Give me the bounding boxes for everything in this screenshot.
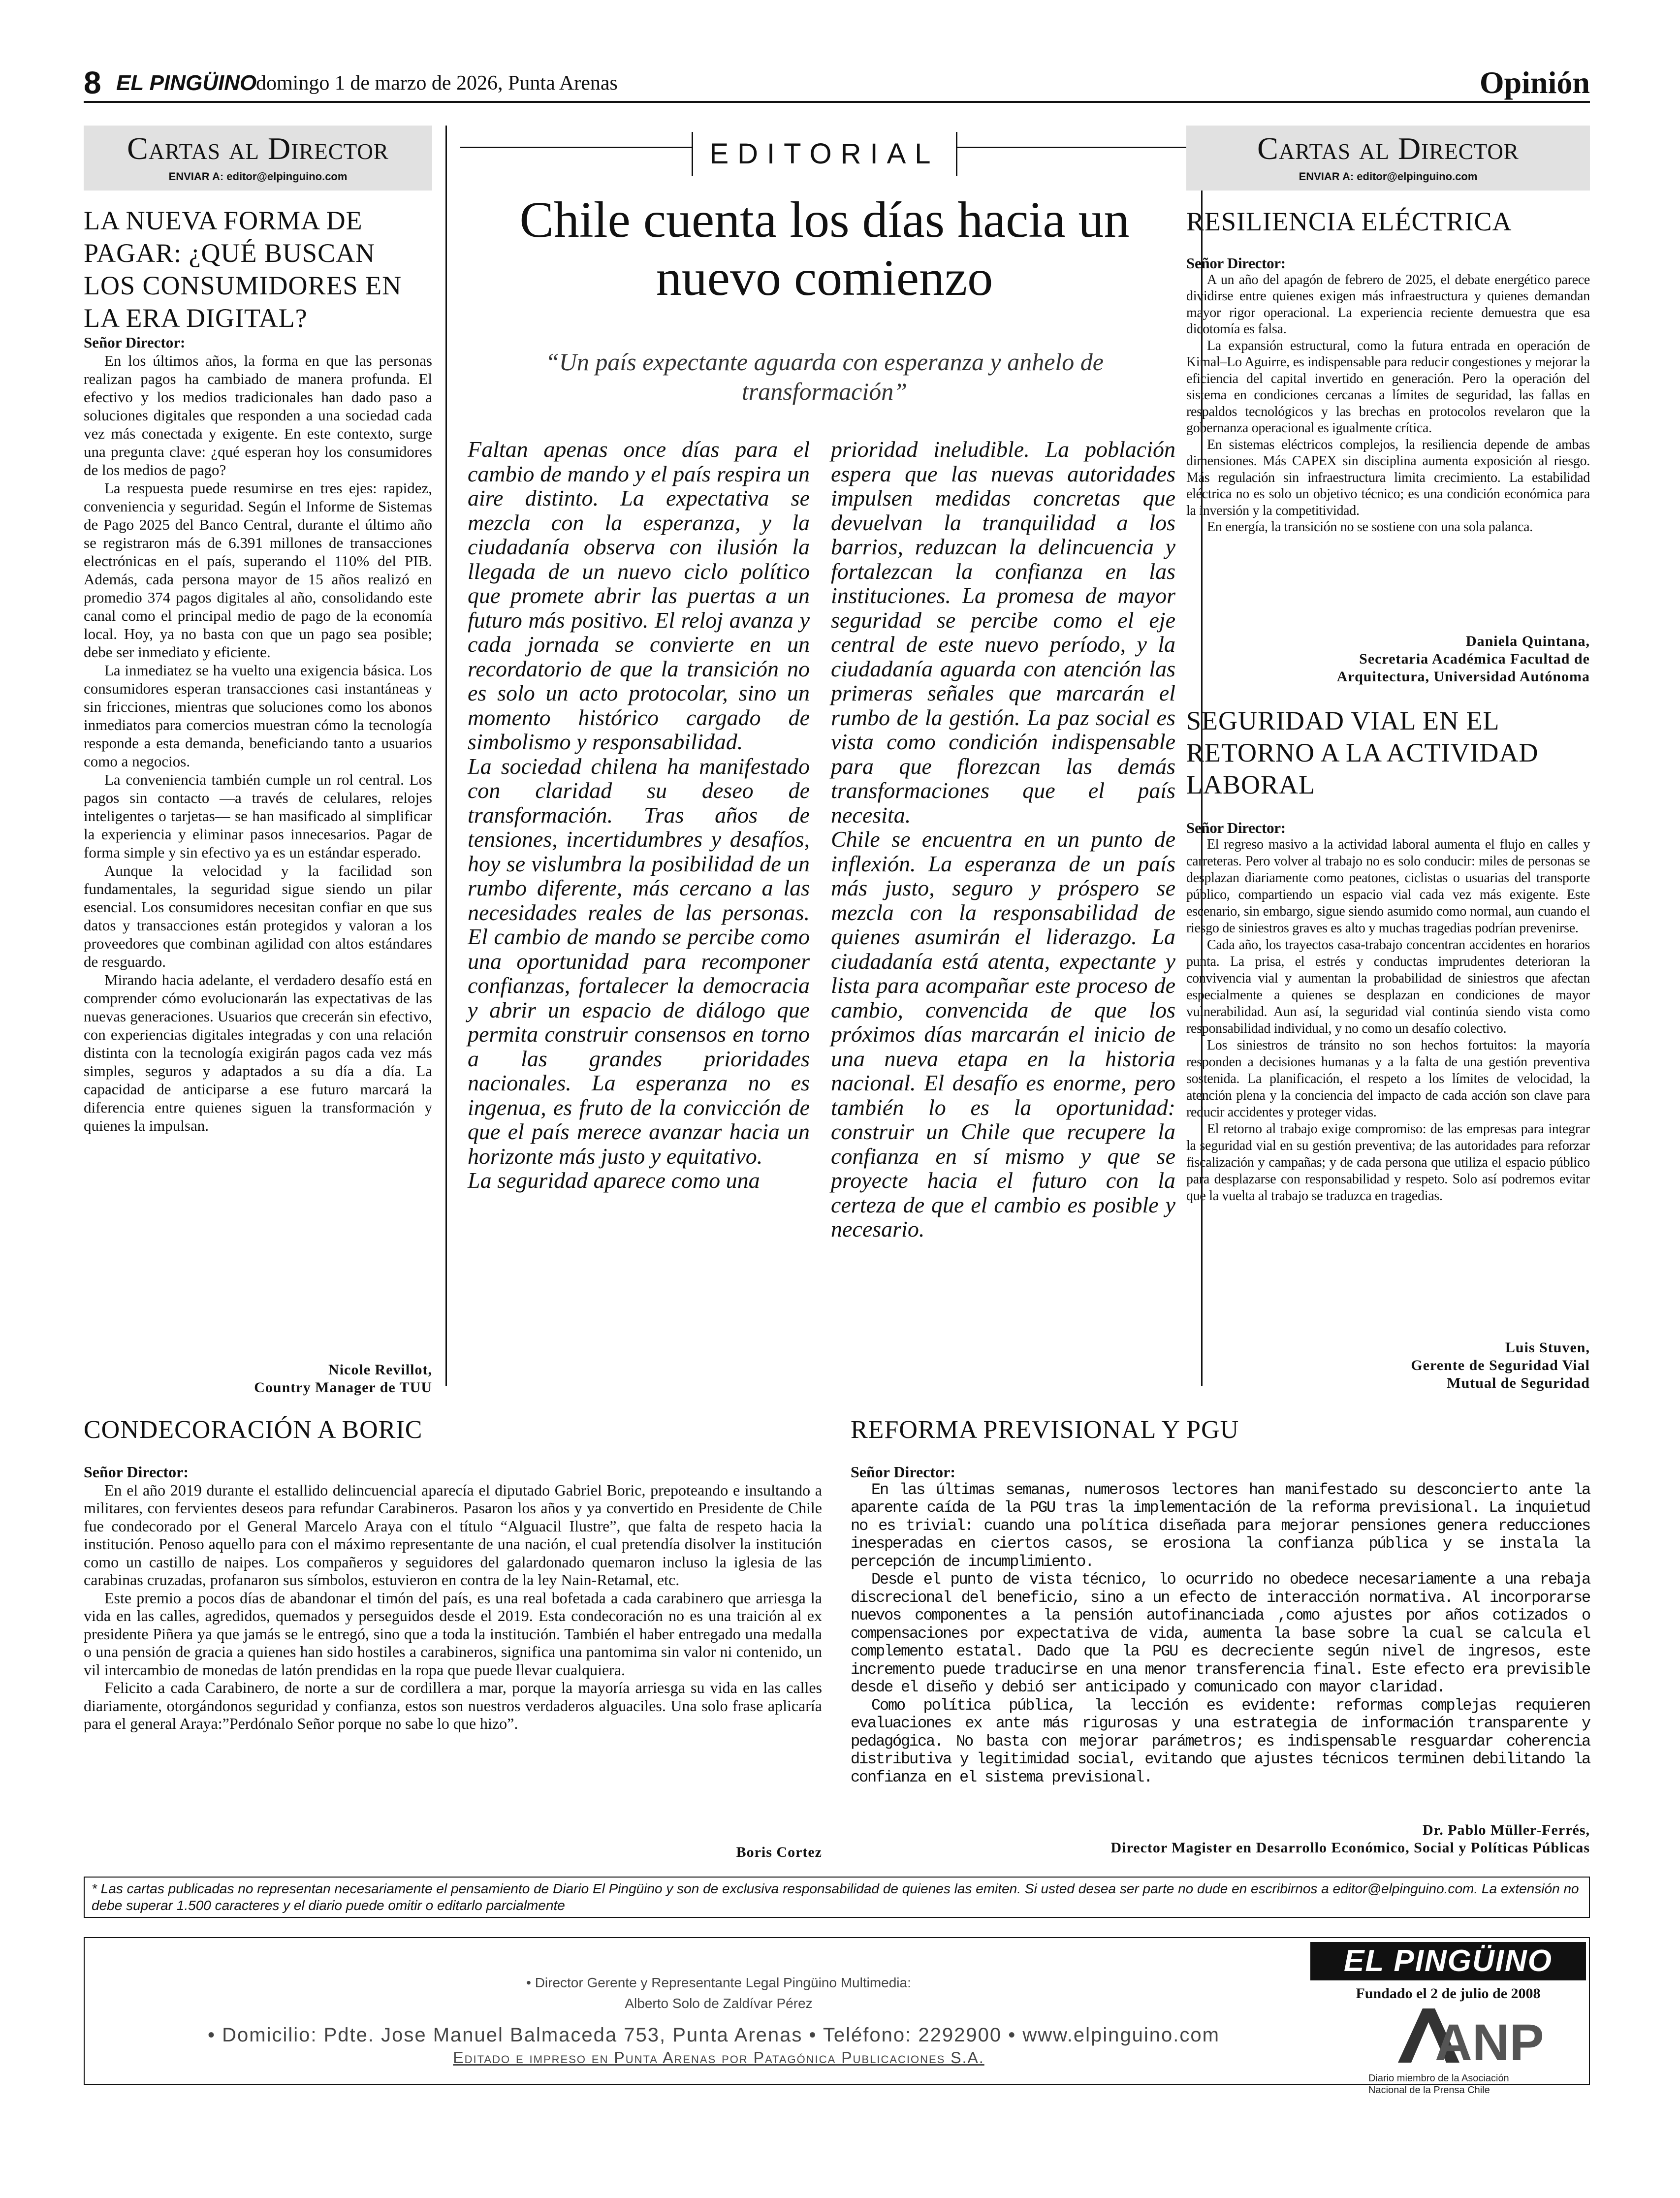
disclaimer: * Las cartas publicadas no representan necesariamente el pensamiento de Diario El Pingüino y son de exclusiva responsabilidad de quienes las emiten. Si usted desea ser parte no dude en escribirnos a editor@elpinguino.com. La extensión no debe superar 1.500 caracteres y el diario puede omitir o editarlo parcialmente: [84, 1877, 1590, 1918]
letter1-body: [84, 333, 432, 1135]
letter4-author: Boris Cortez: [736, 1844, 822, 1860]
letter4-body: [84, 1463, 822, 1733]
letter2-paragraph: A un año del apagón de febrero de 2025, el debate energético parece dividirse entre quienes exigen más infraestructura y quienes demandan mayor rigor operacional. La experiencia reciente demuestra que esa dicotomía es falsa.: [1186, 272, 1590, 337]
letter4-paragraph: Felicito a cada Carabinero, de norte a sur de cordillera a mar, porque la mayoría arriesga su vida en las calles diariamente, otorgándonos seguridad y confianza, estos son nuestros verdaderos alguaciles. Una solo frase aplicaría para el general Araya:”Perdónalo Señor porque no sabe lo que hizo”.: [84, 1679, 822, 1732]
letter2-title: RESILIENCIA ELÉCTRICA: [1186, 207, 1512, 236]
anp-logo-icon: [1388, 2004, 1544, 2071]
editorial-subtitle: “Un país expectante aguarda con esperanza y anhelo de transformación”: [545, 348, 1104, 405]
letters-box-email[interactable]: ENVIAR A: editor@elpinguino.com: [1299, 170, 1478, 183]
letter4-paragraph: En el año 2019 durante el estallido delincuencial aparecía el diputado Gabriel Boric, prepoteando e insultando a militares, con fervientes deseos para refundar Carabineros. Pasaron los años y ya convertido en Presidente de Chile fue condecorado por el General Marcelo Araya con el título “Alguacil Ilustre”, que falta de respeto hacia la institución. Penoso aquello para con el máximo representante de una nación, el cual pretendía disolver la institución como un castillo de naipes. Los compañeros y seguidores del galardonado quemaron incluso la iglesia de las carabinas cruzadas, profanaron sus símbolos, estuvieron en contra de la ley Nain-Retamal, etc.: [84, 1481, 822, 1589]
letter4-title: CONDECORACIÓN A BORIC: [84, 1416, 423, 1444]
anp-caption: [1368, 2072, 1546, 2096]
editorial-rule-left: [460, 147, 692, 148]
letter5-author: Dr. Pablo Müller-Ferrés,: [1422, 1822, 1590, 1838]
editorial-label-box: [460, 132, 1189, 181]
letter3-paragraph: El retorno al trabajo exige compromiso: de las empresas para integrar la seguridad vial en su gestión preventiva; de las autoridades para reforzar fiscalización y campañas; y de cada persona que utiliza el espacio público para desplazarse con responsabilidad y respeto. Solo así podremos evitar que la vuelta al trabajo se traduzca en tragedias.: [1186, 1121, 1590, 1204]
letter2-body: [1186, 255, 1590, 536]
letter5-body: [851, 1463, 1590, 1786]
letter2-paragraph: En sistemas eléctricos complejos, la resiliencia depende de ambas dimensiones. Más CAPEX sin disciplina aumenta exposición al riesgo. Más regulación sin infraestructura limita crecimiento. La estabilidad eléctrica no es solo un objetivo técnico; es una condición económica para la inversión y la competitividad.: [1186, 437, 1590, 518]
editorial-paragraph: prioridad ineludible. La población espera que las nuevas autoridades impulsen medidas concretas que devuelvan la tranquilidad a los barrios, reduzcan la delincuencia y fortalezcan la confianza en las instituciones. La promesa de mayor seguridad se percibe como el eje central de este nuevo período, y la ciudadanía aguarda con atención las primeras señales que marcarán el rumbo de la gestión. La paz social es vista como condición indispensable para que florezcan las demás transformaciones que el país necesita.: [831, 437, 1175, 828]
letter1-author: Nicole Revillot,: [328, 1362, 432, 1378]
letter1-title: LA NUEVA FORMA DE PAGAR: ¿QUÉ BUSCAN LOS CONSUMIDORES EN LA ERA DIGITAL?: [84, 206, 402, 333]
editorial-paragraph: La sociedad chilena ha manifestado con claridad su deseo de transformación. Tras años de tensiones, incertidumbres y desafíos, hoy se vislumbra la posibilidad de un rumbo diferente, más cercano a las necesidades reales de las personas. El cambio de mando se percibe como una oportunidad para recomponer confianzas, fortalecer la democracia y abrir un espacio de diálogo que permita construir consensos en torno a las grandes prioridades nacionales. La esperanza no es ingenua, es fruto de la convicción de que el país merece avanzar hacia un horizonte más justo y equitativo.: [468, 753, 810, 1169]
letter2-paragraph: En energía, la transición no se sostiene con una sola palanca.: [1207, 519, 1533, 535]
letters-box-title: Cartas al Director: [1257, 131, 1519, 166]
page-header: [84, 63, 1590, 102]
letter2-paragraph: La expansión estructural, como la futura entrada en operación de Kimal–Lo Aguirre, es indispensable para reducir congestiones y mejorar la eficiencia del capital invertido en generación. Pero la operación del sistema en condiciones cercanas a límites de seguridad, las fallas en respaldos tecnológicos y las brechas en protocolos revelaron que la gobernanza operacional es igualmente crítica.: [1186, 338, 1590, 436]
letter5-paragraph: Desde el punto de vista técnico, lo ocurrido no obedece necesariamente a una rebaja discrecional del beneficio, sino a un efecto de interacción normativa. Al incorporarse nuevos componentes a la pensión autofinanciada ,como ajustes por años cotizados o compensaciones por expectativa de vida, aumenta la base sobre la cual se calcula el complemento estatal. Dado que la PGU es decreciente según nivel de ingresos, este incremento puede traducirse en una menor transferencia final. Este efecto era previsible desde el diseño y debió ser anticipado y comunicado con mayor claridad.: [851, 1570, 1590, 1696]
letter4-salutation: Señor Director:: [84, 1463, 189, 1481]
letter3-paragraph: El regreso masivo a la actividad laboral aumenta el flujo en calles y carreteras. Pero volver al trabajo no es solo conducir: miles de personas se desplazan diariamente como peatones, ciclistas o usuarias del transporte público, compartiendo un espacio vial cada vez más exigente. Este escenario, sin embargo, sigue siendo asumido como normal, aun cuando el riesgo de siniestros graves es alto y muchas tragedias podrían prevenirse.: [1186, 837, 1590, 936]
letter5-title: REFORMA PREVISIONAL Y PGU: [851, 1416, 1239, 1444]
letter4-paragraph: Este premio a pocos días de abandonar el timón del país, es una real bofetada a cada carabinero que arriesga la vida en las calles, agredidos, quemados y perseguidos desde el 2019. Esta condecoración no es una traición al ex presidente Piñera ya que jamás se le entregó, sino que a toda la institución. También el haber entregado una medalla o una pensión de gracia a quienes han sido hostiles a carabineros, significa una pantomima sin valor ni contenido, un vil intercambio de monedas de latón prendidas en la ropa que puede llevar cualquiera.: [84, 1589, 822, 1679]
anp-caption-line: Nacional de la Prensa Chile: [1368, 2085, 1490, 2096]
footer-address: • Domicilio: Pdte. Jose Manuel Balmaceda 753, Punta Arenas • Teléfono: 2292900 • www.elpinguino.com: [208, 2024, 1220, 2046]
letter3-paragraph: Cada año, los trayectos casa-trabajo concentran accidentes en horarios punta. La prisa, el estrés y conductas imprudentes deterioran la convivencia vial y aumentan la probabilidad de siniestros que afectan especialmente a quienes se desplazan en condiciones de mayor vulnerabilidad. Aun así, la seguridad vial continúa siendo vista como responsabilidad individual, y no como un desafío colectivo.: [1186, 937, 1590, 1036]
footer-director: • Director Gerente y Representante Legal Pingüino Multimedia:: [526, 1975, 911, 1990]
editorial-paragraph: Faltan apenas once días para el cambio de mando y el país respira un aire distinto. La expectativa se mezcla con la esperanza, y la ciudadanía observa con ilusión la llegada de un nuevo ciclo político que promete abrir las puertas a un futuro más positivo. El reloj avanza y cada jornada se convierte en un recordatorio de que la transición no es solo un acto protocolar, sino un momento histórico cargado de simbolismo y responsabilidad.: [468, 437, 810, 754]
letter1-paragraph: La conveniencia también cumple un rol central. Los pagos sin contacto —a través de celulares, relojes inteligentes o tarjetas— se han masificado al simplificar la experiencia y eliminar pasos innecesarios. Pagar de forma simple y sin efectivo ya es un estándar esperado.: [84, 771, 432, 861]
letter1-salutation: Señor Director:: [84, 334, 186, 351]
page-number: 8: [84, 65, 101, 100]
column-divider: [445, 126, 447, 1386]
footer-logo: EL PINGÜINO: [1310, 1942, 1586, 1980]
editorial-paragraph: La seguridad aparece como una: [468, 1168, 760, 1193]
letter1-role: Country Manager de TUU: [254, 1379, 432, 1396]
letter3-title: SEGURIDAD VIAL EN EL RETORNO A LA ACTIVIDAD LABORAL: [1186, 706, 1539, 799]
anp-logo-text: ANP: [1435, 2014, 1544, 2071]
letter3-role: Gerente de Seguridad Vial: [1411, 1357, 1590, 1373]
letter2-salutation: Señor Director:: [1186, 255, 1286, 272]
editorial-title: Chile cuenta los días hacia un nuevo comienzo: [519, 191, 1130, 306]
letter2-author: Daniela Quintana,: [1465, 633, 1590, 649]
editorial-label: EDITORIAL: [709, 138, 940, 170]
letter5-salutation: Señor Director:: [851, 1463, 955, 1481]
letter3-signature: [1186, 1339, 1590, 1392]
section-title: Opinión: [1479, 65, 1590, 100]
letter5-role: Director Magister en Desarrollo Económico, Social y Políticas Públicas: [1110, 1840, 1590, 1856]
letter1-paragraph: Mirando hacia adelante, el verdadero desafío está en comprender cómo evolucionarán las expectativas de las nuevas generaciones. Usuarios que crecerán sin efectivo, con experiencias digitales integradas y con una relación distinta con la tecnología exigirán pagos cada vez más simples, seguros y adaptados a su día a día. La capacidad de anticiparse a ese futuro marcará la diferencia entre quienes siguen la transformación y quienes la impulsan.: [84, 971, 432, 1134]
letter4-signature: [84, 1844, 822, 1861]
letter1-paragraph: La inmediatez se ha vuelto una exigencia básica. Los consumidores esperan transacciones casi instantáneas y sin fricciones, mientras que soluciones como los abonos inmediatos para comercios muestran cómo la tecnología responde a esta demanda, beneficiando tanto a usuarios como a negocios.: [84, 662, 432, 770]
letter5-paragraph: En las últimas semanas, numerosos lectores han manifestado su desconcierto ante la aparente caída de la PGU tras la implementación de la reforma previsional. La inquietud no es trivial: cuando una política diseñada para mejorar pensiones genera reducciones inesperadas en ciertos casos, se erosiona la confianza pública y se instala la percepción de incumplimiento.: [851, 1480, 1590, 1571]
letter2-signature: [1186, 633, 1590, 686]
header-date: domingo 1 de marzo de 2026, Punta Arenas: [256, 72, 618, 95]
letters-box-email[interactable]: ENVIAR A: editor@elpinguino.com: [168, 170, 348, 183]
letter5-paragraph: Como política pública, la lección es evidente: reformas complejas requieren evaluaciones ex ante más rigurosas y una estrategia de información transparente y pedagógica. No basta con mejorar parámetros; es indispensable resguardar coherencia distributiva y legitimidad social, evitando que ajustes técnicos terminen debilitando la confianza en el sistema previsional.: [851, 1696, 1590, 1786]
editorial-paragraph: Chile se encuentra en un punto de inflexión. La esperanza de un país más justo, seguro y próspero se mezcla con la responsabilidad de quienes asumirán el liderazgo. La ciudadanía está atenta, expectante y lista para acompañar este proceso de cambio, convencida de que los próximos días marcarán el inicio de una nueva etapa en la historia nacional. El desafío es enorme, pero también lo es la oportunidad: construir un Chile que recupere la confianza en sí mismo y que se proyecte hacia el futuro con la certeza de que el cambio es posible y necesario.: [831, 827, 1175, 1242]
letter3-paragraph: Los siniestros de tránsito no son hechos fortuitos: la mayoría responden a decisiones humanas y a la falta de una gestión preventiva sostenida. La planificación, el respeto a los límites de velocidad, la atención plena y la conciencia del impacto de cada acción son clave para reducir accidentes y proteger vidas.: [1186, 1038, 1590, 1120]
letter5-signature: [851, 1821, 1590, 1857]
editorial-rule-right: [957, 147, 1189, 148]
footer-founded: Fundado el 2 de julio de 2008: [1356, 1985, 1541, 2002]
anp-caption-line: Diario miembro de la Asociación: [1368, 2073, 1509, 2084]
letter1-signature: [84, 1361, 432, 1397]
letter1-paragraph: La respuesta puede resumirse en tres ejes: rapidez, conveniencia y seguridad. Según el Informe de Sistemas de Pago 2025 del Banco Central, durante el último año se registraron más de 6.391 millones de transacciones electrónicas en el país, superando el 110% del PIB. Además, cada persona mayor de 15 años realizó en promedio 374 pagos digitales al año, consolidando este canal como el principal medio de pago de la economía local. Hoy, ya no basta con que un pago sea posible; debe ser inmediato y eficiente.: [84, 479, 432, 661]
letter2-role: Secretaria Académica Facultad de: [1359, 651, 1590, 667]
letters-box-left: [84, 126, 432, 191]
footer-director-name: Alberto Solo de Zaldívar Pérez: [625, 1996, 813, 2011]
letter3-author: Luis Stuven,: [1505, 1339, 1590, 1356]
letter1-paragraph: En los últimos años, la forma en que las personas realizan pagos ha cambiado de manera profunda. El efectivo y los medios tradicionales han dado paso a soluciones digitales que responden a una sociedad cada vez más conectada y exigente. En este contexto, surge una pregunta clave: ¿qué esperan hoy los consumidores de los medios de pago?: [84, 352, 432, 478]
letter3-body: [1186, 820, 1590, 1205]
letter3-salutation: Señor Director:: [1186, 819, 1286, 836]
header-logo: EL PINGÜINO: [116, 71, 257, 95]
header-rule: [84, 101, 1590, 103]
editorial-rule-vertical: [956, 132, 957, 176]
footer-printer: Editado e impreso en Punta Arenas por Patagónica Publicaciones S.A.: [453, 2049, 984, 2067]
letter3-role: Mutual de Seguridad: [1447, 1375, 1590, 1391]
editorial-column-2: [831, 437, 1175, 1242]
letter2-role: Arquitectura, Universidad Autónoma: [1336, 669, 1590, 685]
letter1-paragraph: Aunque la velocidad y la facilidad son fundamentales, la seguridad sigue siendo un pilar esencial. Los consumidores necesitan confiar en que sus datos y transacciones están protegidos y valoran a los proveedores que combinan agilidad con altos estándares de resguardo.: [84, 862, 432, 970]
editorial-column-1: [468, 437, 810, 1193]
letters-box-right: [1186, 126, 1590, 191]
letters-box-title: Cartas al Director: [127, 131, 389, 166]
